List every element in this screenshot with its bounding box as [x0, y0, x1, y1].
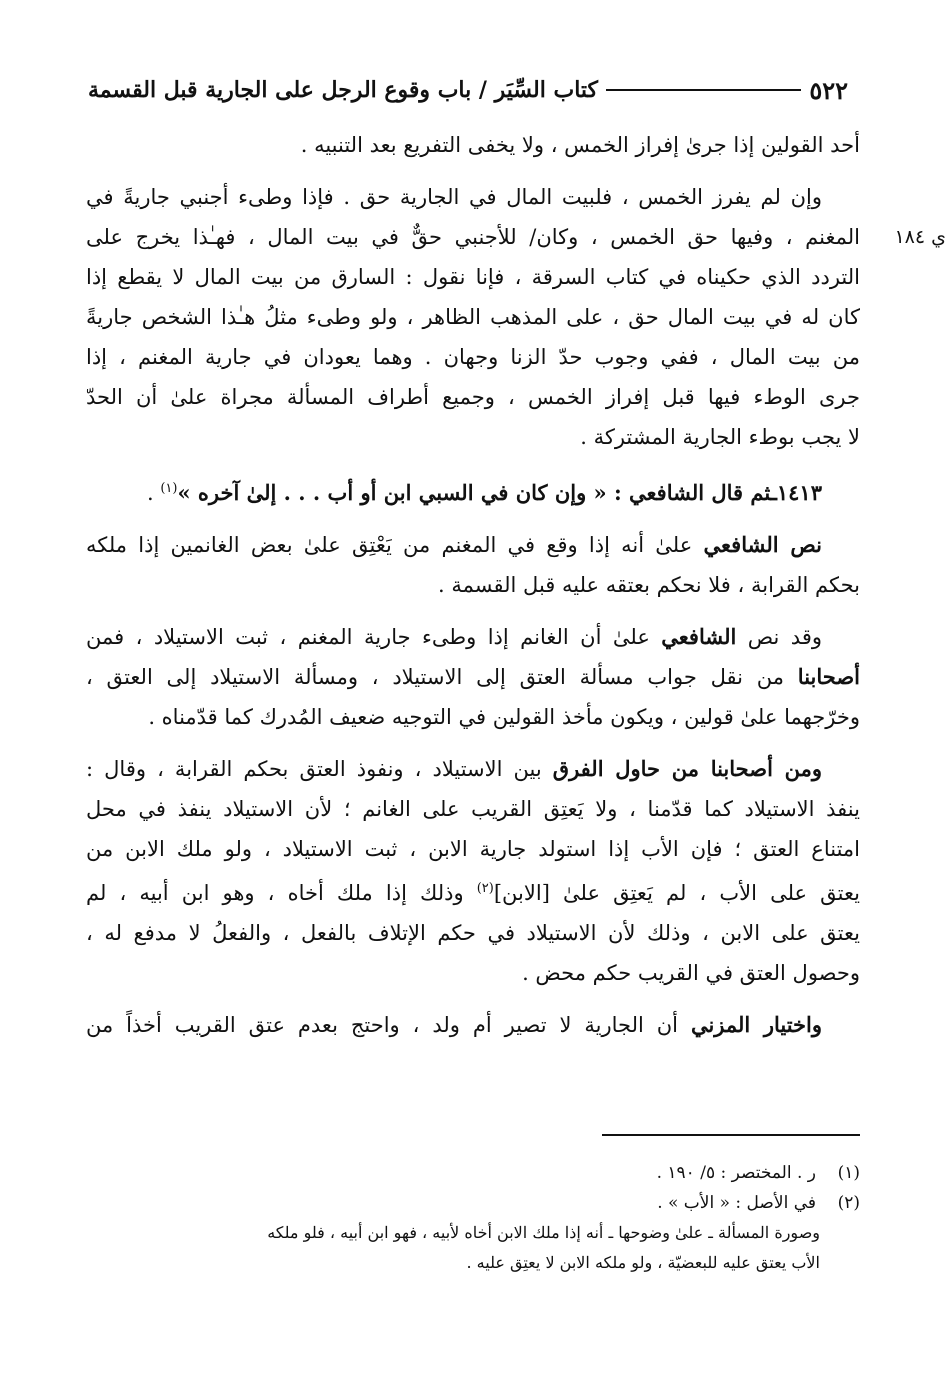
text-line: جرى الوطء فيها قبل إفراز الخمس ، وجميع أطراف المسألة مجراة علىٰ أن الحدّ — [86, 385, 860, 409]
section-tail: . — [146, 481, 161, 505]
text-line — [86, 657, 860, 697]
text-run: وذلك إذا ملك أخاه ، وهو ابن أبيه ، لم — [86, 881, 477, 905]
text-line: وخرّجهما علىٰ قولين ، ويكون مأخذ القولين في التوجيه ضعيف المُدرك كما قدّمناه . — [148, 705, 860, 729]
text-line: من بيت المال ، ففي وجوب حدّ الزنا وجهان . وهما يعودان في جارية المغنم ، إذا — [86, 345, 860, 369]
paragraph-5 — [86, 749, 860, 993]
text-run: يعتق على الأب ، لم يَعتِق علىٰ [الابن] — [493, 881, 860, 905]
footnote-ref-1[interactable]: (١) — [160, 481, 178, 496]
section-heading-line — [86, 469, 860, 513]
text-line: أحد القولين إذا جرىٰ إفراز الخمس ، ولا يخفى التفريع بعد التنبيه . — [300, 133, 860, 157]
text-line — [86, 869, 860, 913]
footnote-number: (١) — [837, 1163, 860, 1183]
text-line — [86, 525, 860, 565]
section-quote: : « وإن كان في السبي ابن أو أب . . . إلىٰ آخره » — [177, 480, 630, 505]
text-line — [86, 749, 860, 789]
margin-page-reference: ي ١٨٤ — [894, 226, 946, 248]
bold-term: الشافعي — [661, 624, 737, 649]
text-run: علىٰ أن الغانم إذا وطىء جارية المغنم ، ثبت الاستيلاد ، فمن — [86, 625, 662, 649]
text-run: علىٰ أنه إذا وقع في المغنم من يَعْتِق علىٰ بعض الغانمين إذا ملكه — [86, 533, 704, 557]
header-rule — [606, 89, 801, 91]
paragraph-3 — [86, 525, 860, 605]
footnote-text: ر . المختصر : ٥/ ١٩٠ . — [656, 1163, 816, 1183]
text-line: يعتق على الابن ، وذلك لأن الاستيلاد في حكم الإتلاف بالفعل ، والفعلُ لا مدفع له ، — [86, 921, 860, 945]
text-line: المغنم ، وفيها حق الخمس ، وكان/ للأجنبي حقٌّ في بيت المال ، فهـٰذا يخرج على — [86, 225, 860, 249]
bold-term: نص الشافعي — [703, 532, 823, 557]
section-number: ١٤١٣ـ — [770, 480, 822, 505]
footnote-2 — [86, 1188, 860, 1218]
page-header — [88, 72, 848, 108]
footnote-2-continuation: الأب يعتق عليه للبعضيّة ، ولو ملكه الابن لا يعتِق عليه . — [466, 1253, 820, 1272]
paragraph-4 — [86, 617, 860, 737]
footnote-text: في الأصل : « الأب » . — [657, 1193, 816, 1213]
footnote-separator — [602, 1134, 860, 1136]
paragraph-2 — [86, 177, 860, 457]
text-run: بين الاستيلاد ، ونفوذ العتق بحكم القرابة ، وقال : — [86, 757, 553, 781]
text-line: امتناع العتق ؛ فإن الأب إذا استولد جارية الابن ، ثبت الاستيلاد ، ولو ملك الابن من — [86, 837, 860, 861]
text-line — [86, 617, 860, 657]
text-run: من نقل جواب مسألة العتق إلى الاستيلاد ، ومسألة الاستيلاد إلى العتق ، — [86, 665, 798, 689]
bold-term: أصحابنا — [797, 664, 860, 689]
main-text — [86, 125, 860, 1057]
text-line: التردد الذي حكيناه في كتاب السرقة ، فإنا نقول : السارق من بيت المال لا يقطع إذا — [86, 265, 860, 289]
text-line: بحكم القرابة ، فلا نحكم بعتقه عليه قبل القسمة . — [438, 573, 860, 597]
text-run: أن الجارية لا تصير أم ولد ، واحتج بعدم عتق القريب أخذاً من — [86, 1013, 691, 1037]
footnotes — [86, 1158, 860, 1278]
section-lead: ثم قال الشافعي — [629, 480, 771, 505]
paragraph-6 — [86, 1005, 860, 1045]
text-line: لا يجب بوطء الجارية المشتركة . — [580, 425, 860, 449]
text-line: كان له في بيت المال حق ، على المذهب الظاهر ، ولو وطىء مثلُ هـٰذا الشخص جاريةً — [86, 305, 860, 329]
text-line — [86, 1005, 860, 1045]
page-number: ٥٢٢ — [809, 75, 848, 105]
footnote-number: (٢) — [837, 1193, 860, 1213]
text-line: وإن لم يفرز الخمس ، فلبيت المال في الجارية حق . فإذا وطىء أجنبي جاريةً في — [86, 185, 822, 209]
text-run: وقد نص — [736, 625, 822, 649]
text-line: وحصول العتق في القريب حكم محض . — [522, 961, 860, 985]
bold-term: ومن أصحابنا من حاول الفرق — [552, 756, 822, 781]
bold-term: واختيار المزني — [690, 1012, 822, 1037]
text-line: ينفذ الاستيلاد كما قدّمنا ، ولا يَعتِق القريب على الغانم ؛ لأن الاستيلاد ينفذ في محل — [86, 797, 860, 821]
section-heading-1413 — [86, 469, 860, 513]
footnote-2-continuation: وصورة المسألة ـ علىٰ وضوحها ـ أنه إذا ملك الابن أخاه لأبيه ، فهو ابن أبيه ، فلو ملكه — [267, 1223, 820, 1242]
footnote-ref-2[interactable]: (٢) — [476, 881, 494, 896]
footnote-1 — [86, 1158, 860, 1188]
running-title: كتاب السِّيَر / باب وقوع الرجل على الجارية قبل القسمة — [88, 77, 599, 103]
paragraph-1 — [86, 125, 860, 165]
